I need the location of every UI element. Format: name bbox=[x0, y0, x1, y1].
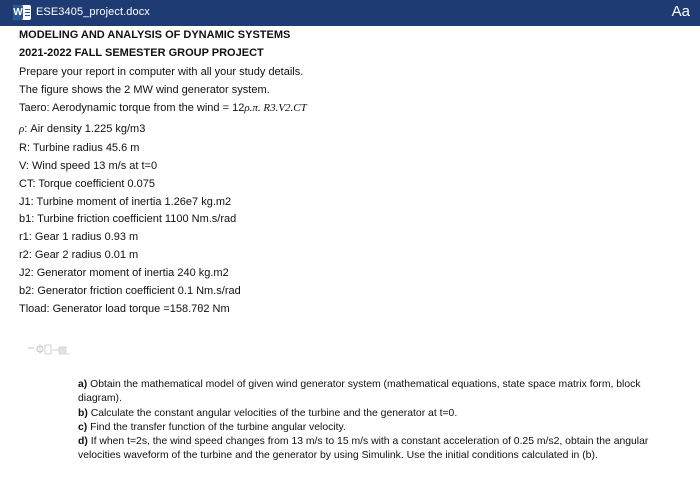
task-text: Find the transfer function of the turbine angular velocity. bbox=[87, 421, 346, 433]
task-label: b) bbox=[78, 407, 88, 419]
rho-symbol: ρ bbox=[19, 123, 25, 135]
task-text: Calculate the constant angular velocities of the turbine and the generator at t=0. bbox=[87, 407, 458, 419]
param-line: V: Wind speed 13 m/s at t=0 bbox=[19, 160, 158, 172]
param-line: R: Turbine radius 45.6 m bbox=[19, 142, 140, 154]
task-label: d) bbox=[78, 436, 88, 448]
task-item bbox=[78, 435, 676, 464]
intro-line-1: Prepare your report in computer with all your study details. bbox=[19, 66, 304, 78]
param-line: b2: Generator friction coefficient 0.1 Nm.s/rad bbox=[19, 285, 241, 297]
param-line: J2: Generator moment of inertia 240 kg.m2 bbox=[19, 267, 229, 279]
param-line: b1: Turbine friction coefficient 1100 Nm.s/rad bbox=[19, 213, 237, 225]
text-size-button[interactable]: Aa bbox=[671, 3, 690, 20]
param-line: r2: Gear 2 radius 0.01 m bbox=[19, 249, 139, 261]
task-label: c) bbox=[78, 421, 88, 433]
task-item bbox=[78, 407, 676, 421]
taero-label: Taero: Aerodynamic torque from the wind = 12 bbox=[19, 102, 245, 114]
task-text: Obtain the mathematical model of given wind generator system (mathematical equations, state space matrix form, block diagram). bbox=[78, 379, 641, 405]
task-text: If when t=2s, the wind speed changes from 13 m/s to 15 m/s with a constant acceleration of 0.25 m/s2, obtain the angular velocities waveform of the turbine and the generator by using Simulink. Use the initial conditions calculated in (b). bbox=[78, 436, 649, 462]
rho-text: : Air density 1.225 kg/m3 bbox=[24, 123, 146, 135]
document-title: ESE3405_project.docx bbox=[36, 6, 150, 18]
heading-project: 2021-2022 FALL SEMESTER GROUP PROJECT bbox=[19, 47, 264, 59]
task-item bbox=[78, 421, 676, 435]
figure-thumbnail-icon[interactable] bbox=[26, 342, 71, 358]
param-line: r1: Gear 1 radius 0.93 m bbox=[19, 231, 139, 243]
task-item bbox=[78, 378, 676, 407]
intro-line-2: The figure shows the 2 MW wind generator system. bbox=[19, 84, 270, 96]
taero-line bbox=[19, 102, 307, 114]
task-list bbox=[78, 378, 676, 464]
task-label: a) bbox=[78, 379, 88, 390]
title-bar bbox=[0, 0, 700, 26]
taero-formula: ρ.π. R3.V2.CT bbox=[244, 102, 307, 114]
word-document-icon: W bbox=[13, 5, 31, 20]
param-line: J1: Turbine moment of inertia 1.26e7 kg.m2 bbox=[19, 196, 232, 208]
rho-line bbox=[19, 123, 145, 135]
heading-course: MODELING AND ANALYSIS OF DYNAMIC SYSTEMS bbox=[19, 29, 291, 41]
param-line: Tload: Generator load torque =158.7θ2 Nm bbox=[19, 303, 230, 315]
param-line: CT: Torque coefficient 0.075 bbox=[19, 178, 155, 190]
